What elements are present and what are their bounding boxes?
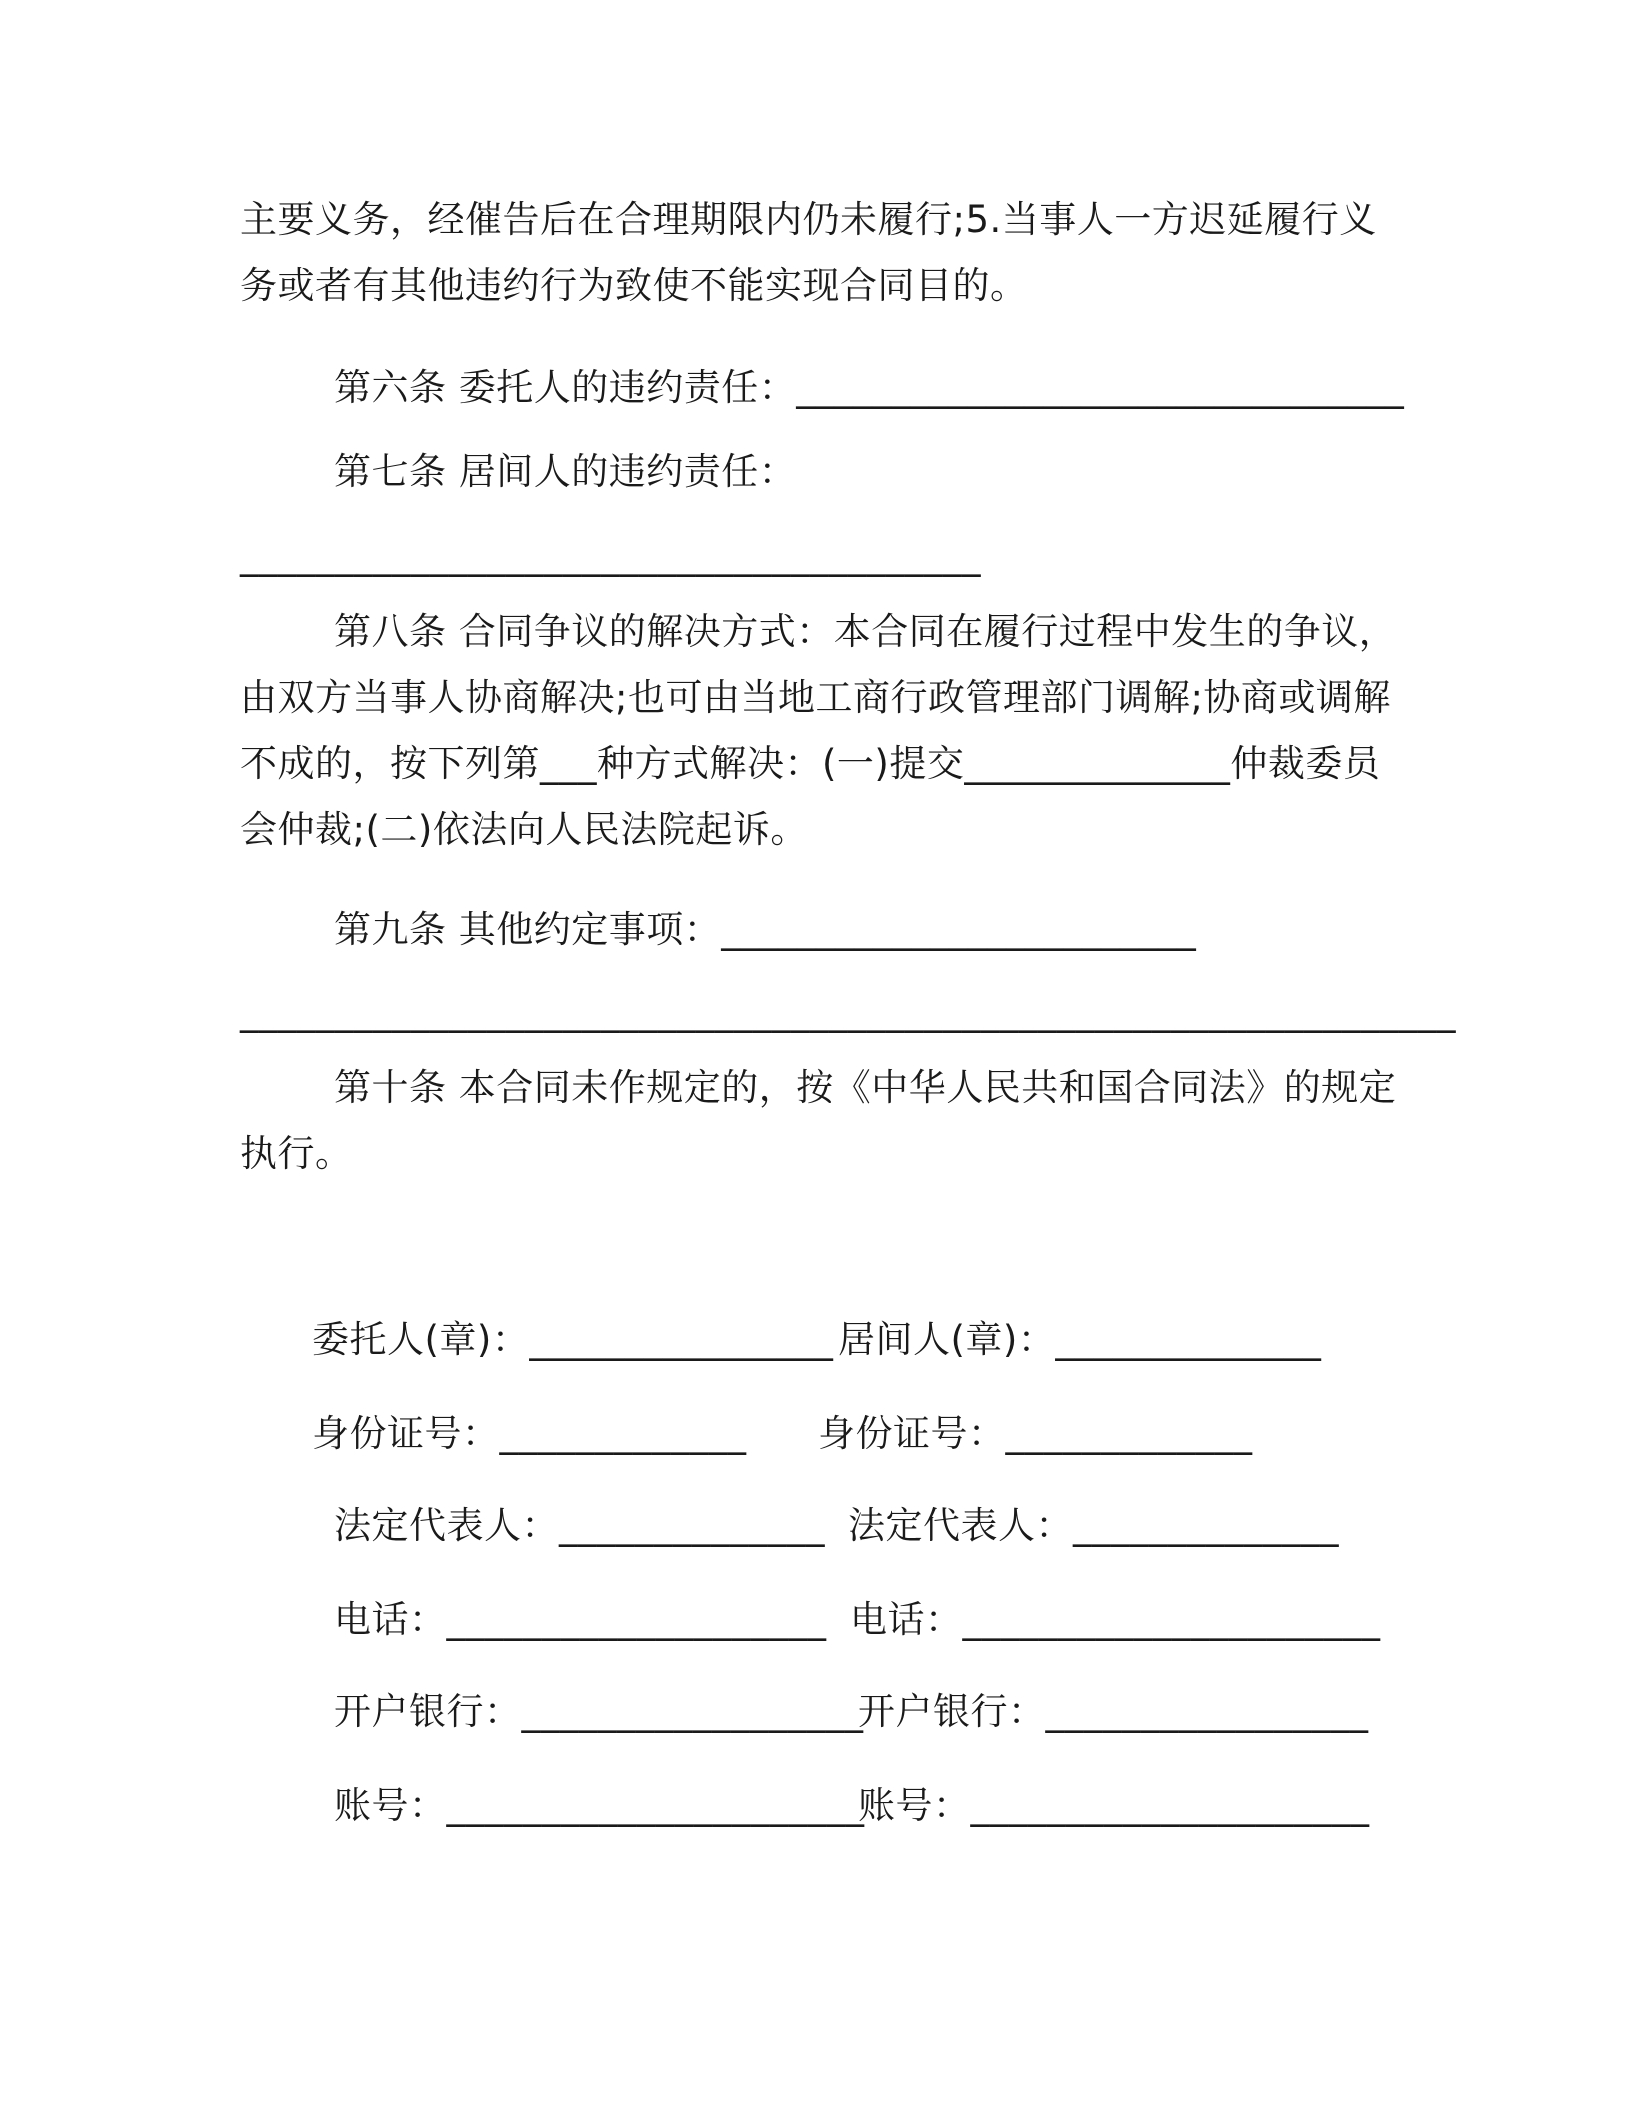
- sig-right-account: 账号：_____________________: [858, 1784, 1370, 1827]
- paragraph-line: 务或者有其他违约行为致使不能实现合同目的。: [240, 264, 1028, 307]
- article-8-line: 第八条 合同争议的解决方式：本合同在履行过程中发生的争议，: [334, 610, 1397, 653]
- sig-left-rep: 法定代表人：______________: [334, 1504, 825, 1547]
- sig-right-rep: 法定代表人：______________: [848, 1504, 1339, 1547]
- article-10-line: 第十条 本合同未作规定的，按《中华人民共和国合同法》的规定: [334, 1066, 1397, 1109]
- article-9: 第九条 其他约定事项：_________________________: [334, 908, 1197, 951]
- sig-left-account: 账号：______________________: [334, 1784, 865, 1827]
- article-8-line: 不成的，按下列第___种方式解决：(一)提交______________仲裁委员: [240, 742, 1381, 785]
- sig-left-id: 身份证号：_____________: [312, 1412, 747, 1455]
- sig-right-bank: 开户银行：_________________: [858, 1690, 1369, 1733]
- article-8-line: 会仲裁;(二)依法向人民法院起诉。: [240, 808, 808, 851]
- article-8-line: 由双方当事人协商解决;也可由当地工商行政管理部门调解;协商或调解: [240, 676, 1391, 719]
- sig-broker: 居间人(章)：______________: [838, 1318, 1322, 1361]
- article-7-blank: _______________________________________: [240, 534, 981, 577]
- sig-right-id: 身份证号：_____________: [818, 1412, 1253, 1455]
- sig-left-phone: 电话：____________________: [334, 1598, 827, 1641]
- sig-left-bank: 开户银行：__________________: [334, 1690, 864, 1733]
- sig-right-phone: 电话：______________________: [850, 1598, 1381, 1641]
- paragraph-line: 主要义务，经催告后在合理期限内仍未履行;5.当事人一方迟延履行义: [240, 198, 1377, 241]
- article-6: 第六条 委托人的违约责任：________________________________: [334, 366, 1405, 409]
- article-7: 第七条 居间人的违约责任：: [334, 450, 797, 493]
- article-10-line: 执行。: [240, 1132, 353, 1175]
- article-9-blank: ________________________________________________________________: [240, 990, 1456, 1033]
- sig-entrusting-party: 委托人(章)：________________: [312, 1318, 834, 1361]
